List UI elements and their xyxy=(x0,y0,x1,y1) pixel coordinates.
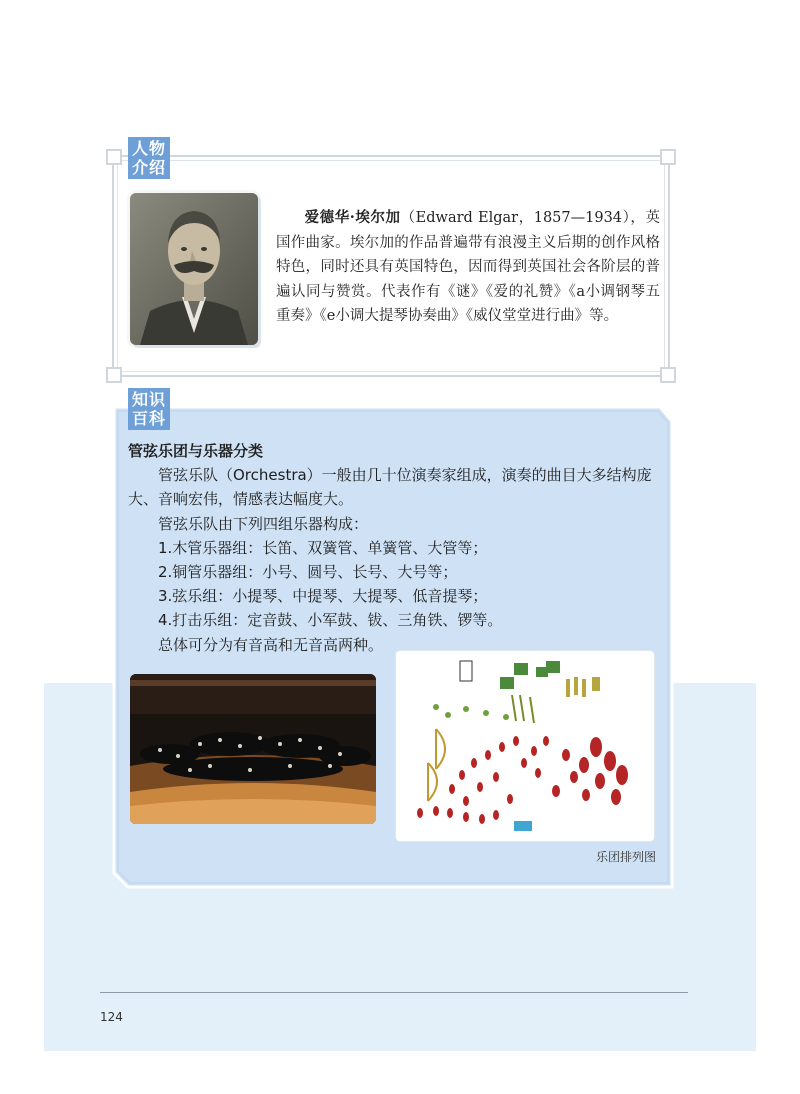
footer-divider xyxy=(100,992,688,993)
knowledge-title: 管弦乐团与乐器分类 xyxy=(128,442,264,460)
orchestra-seating-chart xyxy=(396,651,654,841)
person-description: （Edward Elgar，1857—1934），英国作曲家。埃尔加的作品普遍带有浪漫主义后期的创作风格特色，同时还具有英国特色，因而得到英国社会各阶层的普遍认同与赞赏。代表作有《谜》《爱的礼赞》《a小调钢琴五重奏》《e小调大提琴协奏曲》《威仪堂堂进行曲》等。 xyxy=(276,210,660,324)
knowledge-text xyxy=(128,439,668,657)
tag-line: 知识 xyxy=(131,390,166,409)
tag-line: 介绍 xyxy=(131,158,166,177)
instrument-group-item: 3.弦乐组：小提琴、中提琴、大提琴、低音提琴； xyxy=(158,587,488,606)
person-intro-text xyxy=(276,206,660,329)
knowledge-tag xyxy=(128,388,170,430)
page-number: 124 xyxy=(100,1010,123,1024)
tag-line: 百科 xyxy=(131,409,166,428)
knowledge-paragraph: 总体可分为有音高和无音高两种。 xyxy=(158,635,384,654)
tag-line: 人物 xyxy=(131,139,166,158)
instrument-group-item: 2.铜管乐器组：小号、圆号、长号、大号等； xyxy=(158,563,458,582)
knowledge-paragraph: 管弦乐队由下列四组乐器构成： xyxy=(158,514,369,533)
orchestra-photo xyxy=(130,674,376,824)
seating-chart-caption: 乐团排列图 xyxy=(596,850,657,864)
instrument-group-item: 4.打击乐组：定音鼓、小军鼓、钹、三角铁、锣等。 xyxy=(158,611,503,630)
knowledge-paragraph: 管弦乐队（Orchestra）一般由几十位演奏家组成，演奏的曲目大多结构庞大、音响宏伟，情感表达幅度大。 xyxy=(128,466,652,509)
person-intro-tag xyxy=(128,137,170,179)
instrument-group-item: 1.木管乐器组：长笛、双簧管、单簧管、大管等； xyxy=(158,538,488,557)
elgar-portrait xyxy=(130,193,258,345)
person-name: 爱德华·埃尔加 xyxy=(304,209,401,226)
